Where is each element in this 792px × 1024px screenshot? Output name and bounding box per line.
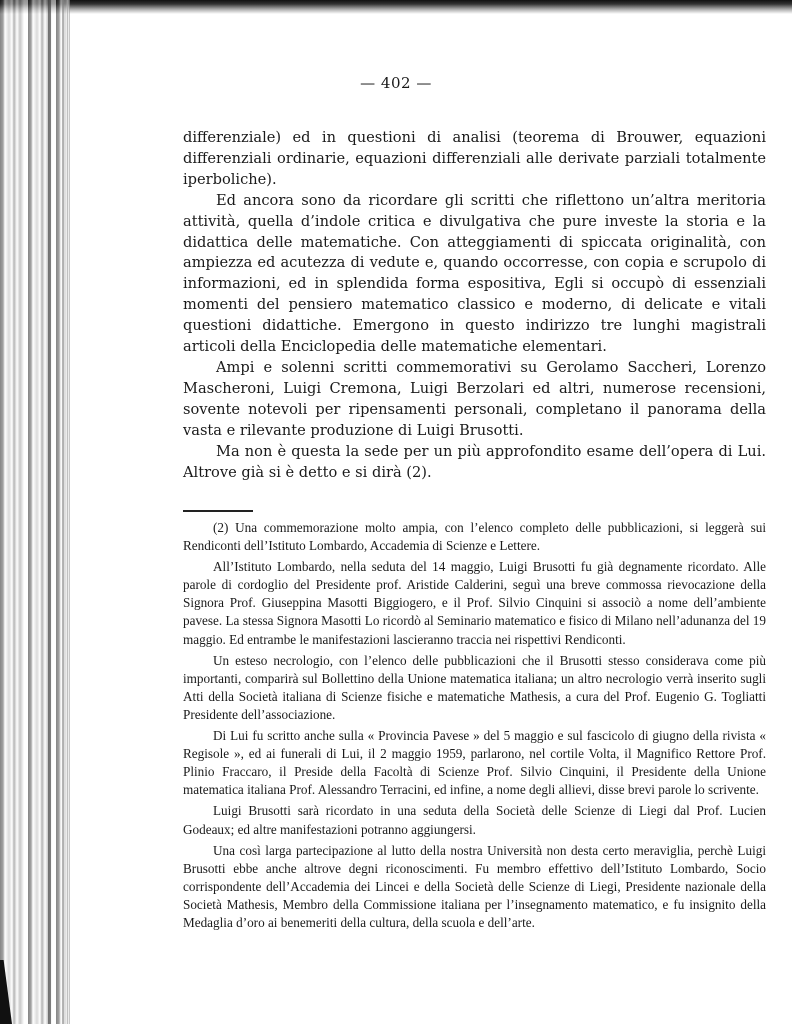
footnote-separator <box>183 510 253 512</box>
body-paragraph: Ma non è questa la sede per un più approfondito esame dell’opera di Lui. Altrove già si è detto e si dirà (2). <box>183 442 766 481</box>
footnote-paragraph: Di Lui fu scritto anche sulla « Provincia Pavese » del 5 maggio e sul fascicolo di giugno della rivista « Regisole », ed ai funerali di Lui, il 2 maggio 1959, parlarono, nel cortile Volta, il Magnifico Rettore Prof. Plinio Fraccaro, il Preside della Facoltà di Scienze Prof. Silvio Cinquini, il Presidente della Unione matematica italiana Prof. Alessandro Terracini, ed infine, a nome degli allievi, disse brevi parole lo scrivente. <box>183 728 766 798</box>
body-paragraph: Ed ancora sono da ricordare gli scritti che riflettono un’altra meritoria attività, quella d’indole critica e divulgativa che pure investe la storia e la didattica delle matematiche. Con atteggiamenti di spiccata originalità, con ampiezza ed acutezza di vedute e, quando occorresse, con copia e scrupolo di informazioni, ed in splendida forma espositiva, Egli si occupò di essenziali momenti del pensiero matematico classico e moderno, di delicate e vitali questioni didattiche. Emergono in questo indirizzo tre lunghi magistrali articoli della Enciclopedia delle matematiche elementari. <box>183 191 766 356</box>
book-binding-shadow <box>0 0 70 1024</box>
main-body-text <box>183 128 766 483</box>
binding-edge-line <box>62 0 64 1024</box>
footnotes <box>183 519 766 935</box>
binding-edge-line <box>48 0 51 1024</box>
footnote-paragraph: (2) Una commemorazione molto ampia, con l’elenco completo delle pubblicazioni, si leggerà sui Rendiconti dell’Istituto Lombardo, Accademia di Scienze e Lettere. <box>183 520 766 554</box>
page-number: — 402 — <box>360 74 432 92</box>
footnote-paragraph: All’Istituto Lombardo, nella seduta del 14 maggio, Luigi Brusotti fu già degnamente ricordato. Alle parole di cordoglio del Presidente prof. Aristide Calderini, seguì una breve commossa rievocazione della Signora Prof. Giuseppina Masotti Biggiogero, e il Prof. Silvio Cinquini si associò a nome dell’ambiente pavese. La stessa Signora Masotti Lo ricordò al Seminario matematico e fisico di Milano nell’adunanza del 19 maggio. Ed entrambe le manifestazioni lascieranno traccia nei rispettivi Rendiconti. <box>183 559 766 647</box>
footnote-paragraph: Luigi Brusotti sarà ricordato in una seduta della Società delle Scienze di Liegi dal Prof. Lucien Godeaux; ed altre manifestazioni potranno aggiungersi. <box>183 803 766 837</box>
body-paragraph: Ampi e solenni scritti commemorativi su Gerolamo Saccheri, Lorenzo Mascheroni, Luigi Cremona, Luigi Berzolari ed altri, numerose recensioni, sovente notevoli per ripensamenti personali, completano il panorama della vasta e rilevante produzione di Luigi Brusotti. <box>183 358 766 439</box>
body-paragraph: differenziale) ed in questioni di analisi (teorema di Brouwer, equazioni differenziali ordinarie, equazioni differenziali alle derivate parziali totalmente iperboliche). <box>183 129 766 188</box>
scan-top-shadow <box>0 0 792 14</box>
footnote-paragraph: Un esteso necrologio, con l’elenco delle pubblicazioni che il Brusotti stesso considerava come più importanti, comparirà sul Bollettino della Unione matematica italiana; un altro necrologio verrà inserito sugli Atti della Società italiana di Scienze fisiche e matematiche Mathesis, a cura del Prof. Eugenio G. Togliatti Presidente dell’associazione. <box>183 652 766 722</box>
footnote-paragraph: Una così larga partecipazione al lutto della nostra Università non desta certo meraviglia, perchè Luigi Brusotti ebbe anche altrove degni riconoscimenti. Fu membro effettivo dell’Istituto Lombardo, Socio corrispondente dell’Accademia dei Lincei e della Società delle Scienze di Liegi, Presidente nazionale della Società Mathesis, Membro della Commissione italiana per l’insegnamento matematico, e fu insignito della Medaglia d’oro ai benemeriti della cultura, della scuola e dell’arte. <box>183 842 766 930</box>
binding-edge-line <box>67 0 68 1024</box>
